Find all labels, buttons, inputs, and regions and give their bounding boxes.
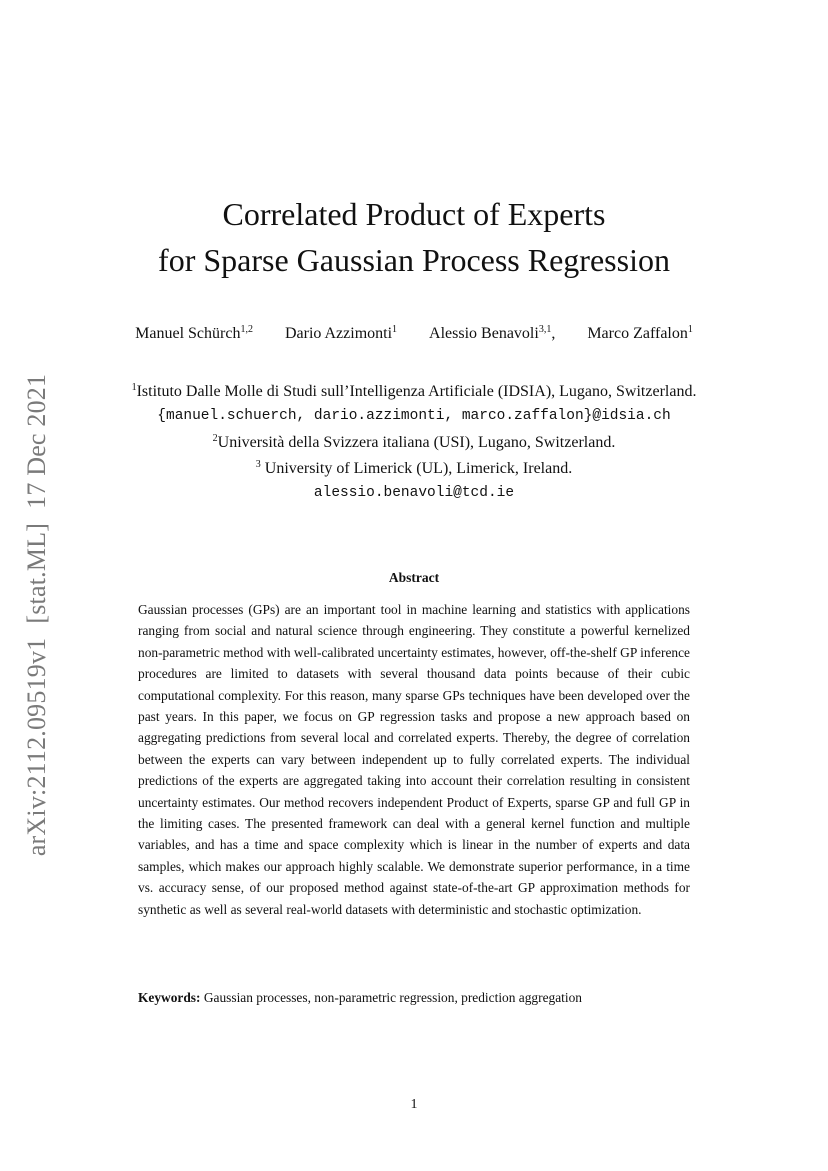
author-affiliation-mark: 1: [687, 324, 693, 335]
author-affiliation-mark: 1: [392, 324, 398, 335]
author-affiliation-mark: 1,2: [240, 324, 253, 335]
author-name: Dario Azzimonti: [284, 325, 393, 342]
arxiv-date: 17 Dec 2021: [22, 373, 51, 509]
author-name: Alessio Benavoli: [429, 325, 539, 342]
author: [429, 324, 555, 343]
author: [135, 324, 253, 343]
author-list: [0, 324, 828, 343]
affiliation-1-emails: {manuel.schuerch, dario.azzimonti, marco.zaffalon}@idsia.ch: [157, 408, 671, 424]
affiliation-mark: 1: [131, 382, 137, 393]
page-number: 1: [410, 1097, 418, 1112]
affiliation-3-email: alessio.benavoli@tcd.ie: [313, 485, 515, 501]
keywords-text: Gaussian processes, non-parametric regression, prediction aggregation: [200, 990, 582, 1005]
affiliation-3: [0, 459, 828, 478]
paper-title-line-1: Correlated Product of Experts: [222, 196, 606, 232]
affiliation-2: [0, 433, 828, 452]
keywords-line: [138, 990, 698, 1006]
affiliation-mark: 3: [255, 459, 261, 470]
abstract-body: Gaussian processes (GPs) are an important tool in machine learning and statistics with applications ranging from social and natural science through engineering. They constitute a powerful kernelized non-parametric method with well-calibrated uncertainty estimates, however, off-the-shelf GP inference procedures are limited to datasets with several thousand data points because of their cubic computational complexity. For this reason, many sparse GPs techniques have been developed over the past years. In this paper, we focus on GP regression tasks and propose a new approach based on aggregating predictions from several local and correlated experts. Thereby, the degree of correlation between the experts can vary between independent up to fully correlated experts. The individual predictions of the experts are aggregated taking into account their correlation resulting in consistent uncertainty estimates. Our method recovers independent Product of Experts, sparse GP and full GP in the limiting cases. The presented framework can deal with a general kernel function and multiple variables, and has a time and space complexity which is linear in the number of experts and data samples, which makes our approach highly scalable. We demonstrate superior performance, in a time vs. accuracy sense, of our proposed method against state-of-the-art GP approximation methods for synthetic as well as several real-world datasets with deterministic and stochastic optimization.: [138, 602, 690, 917]
author-suffix: ,: [551, 325, 556, 342]
author-name: Marco Zaffalon: [587, 325, 688, 342]
author: [587, 324, 693, 343]
affiliation-mark: 2: [212, 433, 218, 444]
keywords-label: Keywords:: [138, 990, 201, 1005]
abstract-heading: Abstract: [388, 570, 440, 585]
affiliation-text: Università della Svizzera italiana (USI), Lugano, Switzerland.: [217, 434, 616, 451]
author-name: Manuel Schürch: [135, 325, 241, 342]
affiliation-1: [0, 382, 828, 401]
paper-title-line-2: for Sparse Gaussian Process Regression: [158, 242, 670, 278]
arxiv-id: arXiv:2112.09519v1: [22, 637, 51, 857]
affiliation-text: Istituto Dalle Molle di Studi sull’Intelligenza Artificiale (IDSIA), Lugano, Switzerland.: [136, 383, 697, 400]
arxiv-category: [stat.ML]: [22, 522, 51, 624]
author-affiliation-mark: 3,1: [538, 324, 552, 335]
author: [285, 324, 397, 343]
affiliation-text: University of Limerick (UL), Limerick, Ireland.: [260, 460, 573, 477]
